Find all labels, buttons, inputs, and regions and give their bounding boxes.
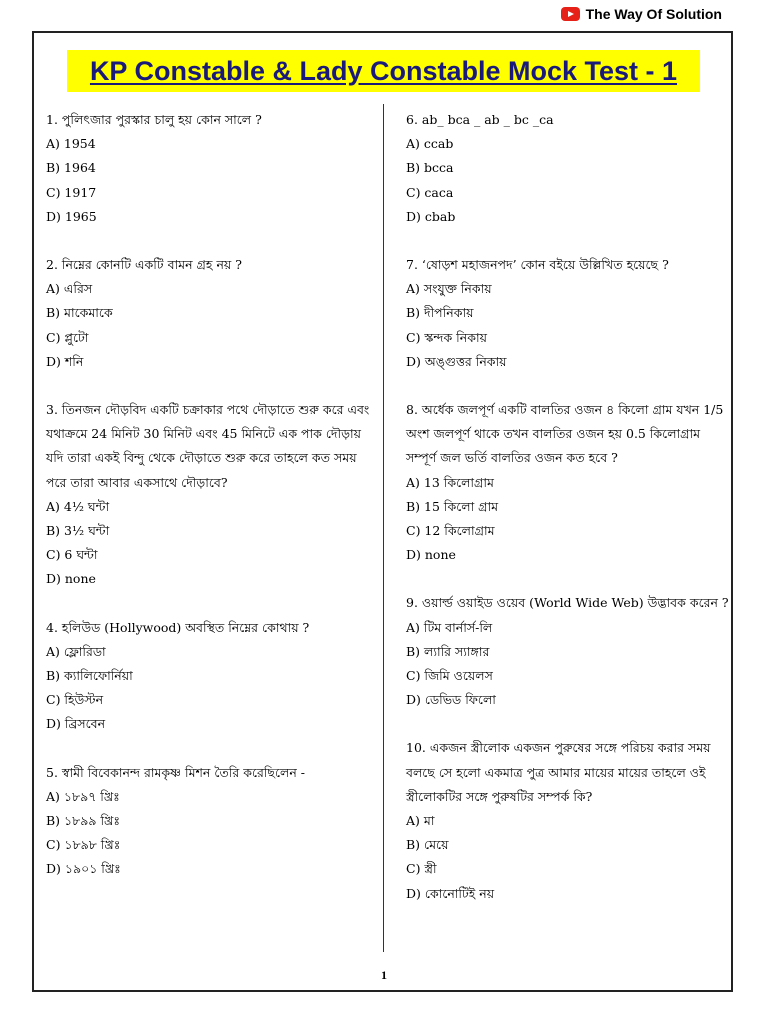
page-title: KP Constable & Lady Constable Mock Test - 1 bbox=[67, 50, 700, 92]
answer-option: A) 4½ ঘন্টা bbox=[46, 498, 110, 514]
answer-option: B) দীপনিকায় bbox=[406, 305, 474, 321]
channel-brand bbox=[561, 6, 722, 22]
question-block bbox=[406, 253, 731, 374]
answer-option: A) সংযুক্ত নিকায় bbox=[406, 281, 492, 297]
answer-option: A) 1954 bbox=[46, 136, 96, 152]
answer-option: B) 15 কিলো গ্রাম bbox=[406, 498, 499, 514]
answer-option: D) none bbox=[46, 571, 96, 587]
answer-option: A) মা bbox=[406, 813, 435, 829]
answer-option: C) হিউস্টন bbox=[46, 692, 104, 708]
answer-option: A) ccab bbox=[406, 136, 454, 152]
question-block bbox=[46, 761, 376, 882]
answer-option: B) মাকেমাকে bbox=[46, 305, 113, 321]
question-block bbox=[406, 736, 731, 905]
answer-option: D) 1965 bbox=[46, 208, 97, 224]
youtube-icon bbox=[561, 7, 580, 21]
left-question-column bbox=[46, 108, 376, 906]
answer-option: A) ১৮৯৭ খ্রিঃ bbox=[46, 788, 120, 804]
question-text: 2. নিম্নের কোনটি একটি বামন গ্রহ নয় ? bbox=[46, 257, 242, 273]
answer-option: C) 12 কিলোগ্রাম bbox=[406, 523, 495, 539]
answer-option: C) caca bbox=[406, 184, 454, 200]
question-block bbox=[46, 398, 376, 592]
question-block bbox=[46, 616, 376, 737]
answer-option: B) ক্যালিফোর্নিয়া bbox=[46, 668, 133, 684]
answer-option: B) bcca bbox=[406, 160, 454, 176]
answer-option: B) মেয়ে bbox=[406, 837, 449, 853]
question-text: 10. একজন স্ত্রীলোক একজন পুরুষের সঙ্গে পরিচয় করার সময় বলছে সে হলো একমাত্র পুত্র আমার মায়ের মায়ের তাহলে ওই স্ত্রীলোকটির সঙ্গে পুরুষটির সম্পর্ক কি? bbox=[406, 740, 711, 804]
answer-option: C) ১৮৯৮ খ্রিঃ bbox=[46, 837, 121, 853]
answer-option: B) 3½ ঘন্টা bbox=[46, 523, 110, 539]
question-text: 3. তিনজন দৌড়বিদ একটি চক্রাকার পথে দৌড়াতে শুরু করে এবং যথাক্রমে 24 মিনিট 30 মিনিট এবং 45 মিনিটে এক পাক দৌড়ায় যদি তারা একই বিন্দু থেকে দৌড়াতে শুরু করে তাহলে কত সময় পরে তারা আবার একসাথে দৌড়াবে? bbox=[46, 402, 370, 490]
answer-option: C) 1917 bbox=[46, 184, 97, 200]
question-block bbox=[406, 398, 731, 567]
question-text: 4. হলিউড (Hollywood) অবস্থিত নিম্নের কোথায় ? bbox=[46, 619, 310, 635]
question-block bbox=[46, 253, 376, 374]
question-text: 1. পুলিৎজার পুরস্কার চালু হয় কোন সালে ? bbox=[46, 112, 262, 127]
column-divider bbox=[383, 104, 384, 952]
answer-option: C) জিমি ওয়েলস bbox=[406, 668, 493, 684]
page-number: 1 bbox=[381, 968, 387, 982]
answer-option: C) 6 ঘন্টা bbox=[46, 547, 98, 563]
answer-option: C) স্ত্রী bbox=[406, 861, 437, 877]
channel-name: The Way Of Solution bbox=[585, 6, 722, 22]
question-block bbox=[406, 108, 731, 229]
answer-option: D) cbab bbox=[406, 208, 456, 224]
answer-option: D) ব্রিসবেন bbox=[46, 716, 106, 732]
answer-option: D) অঙ্গুত্তর নিকায় bbox=[406, 353, 507, 369]
question-block bbox=[406, 591, 731, 712]
answer-option: B) ১৮৯৯ খ্রিঃ bbox=[46, 813, 120, 829]
answer-option: B) 1964 bbox=[46, 160, 96, 176]
question-text: 9. ওয়ার্ল্ড ওয়াইড ওয়েব (World Wide Web) উদ্ভাবক করেন ? bbox=[406, 595, 729, 611]
answer-option: D) ডেভিড ফিলো bbox=[406, 692, 496, 708]
answer-option: D) ১৯০১ খ্রিঃ bbox=[46, 861, 121, 877]
answer-option: D) কোনোটিই নয় bbox=[406, 885, 495, 901]
answer-option: D) শনি bbox=[46, 353, 84, 369]
question-text: 6. ab_ bca _ ab _ bc _ca bbox=[406, 112, 554, 127]
answer-option: C) প্লুটো bbox=[46, 329, 89, 345]
answer-option: C) স্কন্দক নিকায় bbox=[406, 329, 487, 345]
question-text: 5. স্বামী বিবেকানন্দ রামকৃষ্ণ মিশন তৈরি করেছিলেন - bbox=[46, 764, 305, 780]
question-block bbox=[46, 108, 376, 229]
answer-option: B) ল্যারি স্যাঙ্গার bbox=[406, 643, 490, 659]
answer-option: A) 13 কিলোগ্রাম bbox=[406, 474, 494, 490]
question-text: 8. অর্ধেক জলপূর্ণ একটি বালতির ওজন ৪ কিলো গ্রাম যখন 1/5 অংশ জলপূর্ণ থাকে তখন বালতির ওজন হয় 0.5 কিলোগ্রাম সম্পূর্ণ জল ভর্তি বালতির ওজন কত হবে ? bbox=[406, 402, 724, 466]
right-question-column bbox=[406, 108, 731, 930]
answer-option: A) ফ্লোরিডা bbox=[46, 643, 106, 659]
answer-option: A) টিম বার্নার্স-লি bbox=[406, 619, 493, 635]
answer-option: A) এরিস bbox=[46, 281, 93, 297]
question-text: 7. ‘ষোড়শ মহাজনপদ’ কোন বইয়ে উল্লিখিত হয়েছে ? bbox=[406, 257, 669, 273]
answer-option: D) none bbox=[406, 547, 456, 563]
